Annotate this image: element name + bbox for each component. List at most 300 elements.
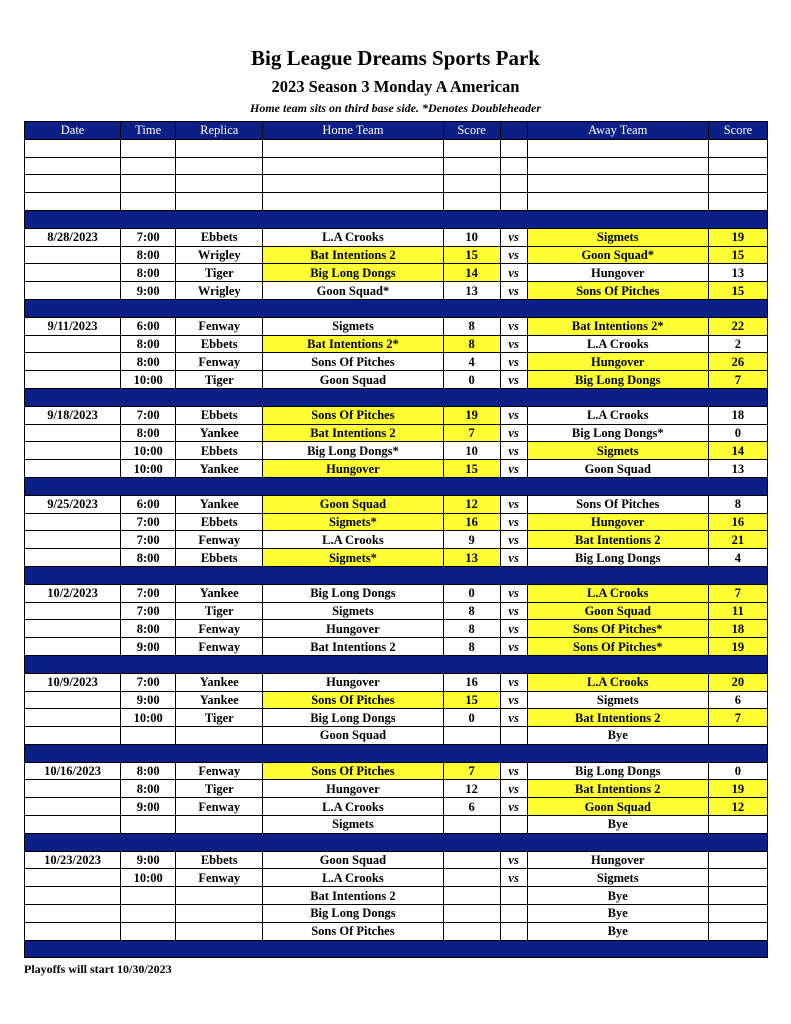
vs-cell: vs: [500, 780, 527, 798]
game-row: [25, 335, 768, 353]
date-cell: [25, 709, 121, 727]
replica-cell: [176, 816, 263, 834]
vs-cell: vs: [500, 531, 527, 549]
date-cell: [25, 442, 121, 460]
date-cell: [25, 424, 121, 442]
blank-cell: [263, 175, 443, 193]
game-row: [25, 816, 768, 834]
away-score-cell: 18: [708, 620, 767, 638]
time-cell: 6:00: [121, 317, 176, 335]
time-cell: 7:00: [121, 228, 176, 246]
schedule-body: [25, 139, 768, 958]
home-team-cell: Bat Intentions 2: [263, 887, 443, 905]
away-score-cell: [708, 816, 767, 834]
home-team-cell: Hungover: [263, 673, 443, 691]
home-team-cell: L.A Crooks: [263, 228, 443, 246]
vs-cell: [500, 887, 527, 905]
home-score-cell: 8: [443, 317, 500, 335]
date-cell: [25, 602, 121, 620]
blank-cell: [263, 193, 443, 211]
game-row: [25, 922, 768, 940]
blank-cell: [263, 157, 443, 175]
away-score-cell: 12: [708, 798, 767, 816]
time-cell: 7:00: [121, 406, 176, 424]
blank-cell: [121, 193, 176, 211]
away-score-cell: 15: [708, 282, 767, 300]
blank-row: [25, 193, 768, 211]
replica-cell: Wrigley: [176, 246, 263, 264]
date-cell: [25, 922, 121, 940]
away-score-cell: 26: [708, 353, 767, 371]
vs-cell: vs: [500, 673, 527, 691]
vs-cell: vs: [500, 869, 527, 887]
vs-cell: vs: [500, 406, 527, 424]
home-score-cell: [443, 816, 500, 834]
game-row: [25, 869, 768, 887]
time-cell: 7:00: [121, 602, 176, 620]
header-row: [25, 122, 768, 140]
vs-cell: vs: [500, 513, 527, 531]
game-row: [25, 620, 768, 638]
replica-cell: Ebbets: [176, 851, 263, 869]
game-row: [25, 495, 768, 513]
away-team-cell: Goon Squad: [527, 602, 708, 620]
replica-cell: [176, 887, 263, 905]
blank-row: [25, 175, 768, 193]
time-cell: 10:00: [121, 460, 176, 478]
replica-cell: Ebbets: [176, 406, 263, 424]
replica-cell: [176, 905, 263, 923]
vs-cell: vs: [500, 442, 527, 460]
blank-cell: [121, 139, 176, 157]
home-score-cell: [443, 905, 500, 923]
replica-cell: Tiger: [176, 780, 263, 798]
time-cell: 7:00: [121, 673, 176, 691]
home-team-cell: Sons Of Pitches: [263, 691, 443, 709]
home-team-cell: Big Long Dongs: [263, 264, 443, 282]
game-row: [25, 549, 768, 567]
date-cell: [25, 549, 121, 567]
home-score-cell: 10: [443, 442, 500, 460]
blank-cell: [443, 175, 500, 193]
away-score-cell: 0: [708, 762, 767, 780]
away-team-cell: Hungover: [527, 513, 708, 531]
header-home-team: Home Team: [263, 122, 443, 140]
time-cell: 8:00: [121, 549, 176, 567]
game-row: [25, 353, 768, 371]
blank-cell: [25, 157, 121, 175]
header-date: Date: [25, 122, 121, 140]
blank-cell: [500, 193, 527, 211]
replica-cell: Fenway: [176, 638, 263, 656]
time-cell: 8:00: [121, 264, 176, 282]
away-score-cell: 14: [708, 442, 767, 460]
away-score-cell: 8: [708, 495, 767, 513]
away-team-cell: Big Long Dongs: [527, 762, 708, 780]
blank-row: [25, 139, 768, 157]
replica-cell: Ebbets: [176, 549, 263, 567]
home-score-cell: 7: [443, 424, 500, 442]
time-cell: 10:00: [121, 442, 176, 460]
date-cell: [25, 816, 121, 834]
time-cell: 9:00: [121, 798, 176, 816]
home-score-cell: 6: [443, 798, 500, 816]
time-cell: 6:00: [121, 495, 176, 513]
away-team-cell: Goon Squad: [527, 460, 708, 478]
date-cell: [25, 353, 121, 371]
vs-cell: vs: [500, 228, 527, 246]
away-score-cell: 15: [708, 246, 767, 264]
vs-cell: vs: [500, 371, 527, 389]
game-row: [25, 246, 768, 264]
away-score-cell: 2: [708, 335, 767, 353]
home-score-cell: 8: [443, 620, 500, 638]
separator-cell: [25, 566, 768, 584]
header-time: Time: [121, 122, 176, 140]
week-separator: [25, 299, 768, 317]
away-team-cell: Big Long Dongs*: [527, 424, 708, 442]
home-team-cell: Sigmets: [263, 602, 443, 620]
away-team-cell: Sons Of Pitches*: [527, 620, 708, 638]
date-cell: [25, 620, 121, 638]
date-cell: 10/9/2023: [25, 673, 121, 691]
date-cell: [25, 887, 121, 905]
home-score-cell: [443, 887, 500, 905]
date-cell: 9/18/2023: [25, 406, 121, 424]
blank-cell: [500, 175, 527, 193]
away-score-cell: 19: [708, 228, 767, 246]
date-cell: [25, 282, 121, 300]
home-score-cell: 19: [443, 406, 500, 424]
away-team-cell: Bye: [527, 727, 708, 745]
blank-cell: [527, 157, 708, 175]
date-cell: [25, 264, 121, 282]
blank-cell: [176, 175, 263, 193]
home-team-cell: L.A Crooks: [263, 531, 443, 549]
away-team-cell: Bye: [527, 816, 708, 834]
game-row: [25, 584, 768, 602]
away-score-cell: 7: [708, 709, 767, 727]
week-separator: [25, 833, 768, 851]
header-away-score: Score: [708, 122, 767, 140]
date-cell: 8/28/2023: [25, 228, 121, 246]
time-cell: 10:00: [121, 709, 176, 727]
away-team-cell: L.A Crooks: [527, 673, 708, 691]
time-cell: 7:00: [121, 513, 176, 531]
time-cell: 8:00: [121, 246, 176, 264]
time-cell: [121, 922, 176, 940]
home-score-cell: [443, 851, 500, 869]
home-team-cell: Sons Of Pitches: [263, 922, 443, 940]
separator-cell: [25, 744, 768, 762]
home-team-cell: Sigmets*: [263, 513, 443, 531]
home-score-cell: [443, 922, 500, 940]
away-score-cell: 19: [708, 638, 767, 656]
time-cell: 8:00: [121, 335, 176, 353]
home-team-cell: Goon Squad*: [263, 282, 443, 300]
vs-cell: [500, 816, 527, 834]
vs-cell: vs: [500, 762, 527, 780]
time-cell: [121, 816, 176, 834]
replica-cell: [176, 727, 263, 745]
blank-cell: [708, 139, 767, 157]
blank-cell: [708, 175, 767, 193]
away-score-cell: 20: [708, 673, 767, 691]
date-cell: [25, 869, 121, 887]
time-cell: 7:00: [121, 584, 176, 602]
home-team-cell: L.A Crooks: [263, 869, 443, 887]
replica-cell: Tiger: [176, 264, 263, 282]
blank-cell: [176, 193, 263, 211]
away-score-cell: [708, 869, 767, 887]
replica-cell: Fenway: [176, 620, 263, 638]
home-score-cell: 14: [443, 264, 500, 282]
home-team-cell: Big Long Dongs: [263, 709, 443, 727]
home-team-cell: Goon Squad: [263, 495, 443, 513]
replica-cell: Ebbets: [176, 513, 263, 531]
separator-cell: [25, 655, 768, 673]
game-row: [25, 424, 768, 442]
blank-cell: [443, 157, 500, 175]
vs-cell: vs: [500, 495, 527, 513]
away-team-cell: Hungover: [527, 353, 708, 371]
header-away-team: Away Team: [527, 122, 708, 140]
date-cell: 9/25/2023: [25, 495, 121, 513]
time-cell: 8:00: [121, 762, 176, 780]
home-score-cell: 13: [443, 282, 500, 300]
away-team-cell: L.A Crooks: [527, 584, 708, 602]
home-team-cell: Hungover: [263, 780, 443, 798]
schedule-table: [24, 121, 768, 958]
home-score-cell: 16: [443, 673, 500, 691]
home-team-cell: Sons Of Pitches: [263, 353, 443, 371]
date-cell: [25, 727, 121, 745]
away-team-cell: Bye: [527, 887, 708, 905]
home-team-cell: Bat Intentions 2: [263, 246, 443, 264]
away-score-cell: 13: [708, 460, 767, 478]
time-cell: [121, 905, 176, 923]
separator-cell: [25, 388, 768, 406]
blank-cell: [25, 175, 121, 193]
date-cell: [25, 798, 121, 816]
away-team-cell: Goon Squad*: [527, 246, 708, 264]
time-cell: 9:00: [121, 638, 176, 656]
game-row: [25, 264, 768, 282]
vs-cell: [500, 727, 527, 745]
replica-cell: Fenway: [176, 353, 263, 371]
replica-cell: Ebbets: [176, 442, 263, 460]
vs-cell: [500, 922, 527, 940]
game-row: [25, 371, 768, 389]
game-row: [25, 513, 768, 531]
time-cell: 8:00: [121, 780, 176, 798]
away-team-cell: Hungover: [527, 851, 708, 869]
blank-cell: [500, 157, 527, 175]
vs-cell: vs: [500, 317, 527, 335]
week-separator: [25, 388, 768, 406]
date-cell: [25, 460, 121, 478]
replica-cell: Ebbets: [176, 228, 263, 246]
away-team-cell: Sons Of Pitches*: [527, 638, 708, 656]
away-team-cell: Big Long Dongs: [527, 371, 708, 389]
game-row: [25, 228, 768, 246]
home-score-cell: [443, 869, 500, 887]
game-row: [25, 673, 768, 691]
replica-cell: Tiger: [176, 709, 263, 727]
date-cell: 9/11/2023: [25, 317, 121, 335]
vs-cell: vs: [500, 620, 527, 638]
replica-cell: Fenway: [176, 762, 263, 780]
away-score-cell: 11: [708, 602, 767, 620]
home-score-cell: 0: [443, 584, 500, 602]
time-cell: 9:00: [121, 851, 176, 869]
header-vs: [500, 122, 527, 140]
date-cell: [25, 780, 121, 798]
page-title: Big League Dreams Sports Park: [251, 46, 540, 70]
week-separator: [25, 477, 768, 495]
replica-cell: Tiger: [176, 371, 263, 389]
home-team-cell: Hungover: [263, 460, 443, 478]
date-cell: [25, 638, 121, 656]
week-separator: [25, 210, 768, 228]
header-replica: Replica: [176, 122, 263, 140]
blank-cell: [25, 139, 121, 157]
home-score-cell: 9: [443, 531, 500, 549]
away-score-cell: 7: [708, 371, 767, 389]
away-score-cell: 19: [708, 780, 767, 798]
vs-cell: vs: [500, 246, 527, 264]
game-row: [25, 317, 768, 335]
away-score-cell: 18: [708, 406, 767, 424]
replica-cell: Yankee: [176, 424, 263, 442]
blank-cell: [176, 157, 263, 175]
away-score-cell: 21: [708, 531, 767, 549]
home-team-cell: Sons Of Pitches: [263, 406, 443, 424]
away-team-cell: L.A Crooks: [527, 335, 708, 353]
game-row: [25, 638, 768, 656]
time-cell: 8:00: [121, 424, 176, 442]
home-score-cell: 4: [443, 353, 500, 371]
game-row: [25, 851, 768, 869]
separator-cell: [25, 477, 768, 495]
home-score-cell: 10: [443, 228, 500, 246]
replica-cell: Ebbets: [176, 335, 263, 353]
date-cell: [25, 246, 121, 264]
separator-cell: [25, 833, 768, 851]
vs-cell: vs: [500, 709, 527, 727]
blank-cell: [263, 139, 443, 157]
date-cell: [25, 905, 121, 923]
page-subtitle: 2023 Season 3 Monday A American: [271, 77, 520, 96]
home-score-cell: 15: [443, 691, 500, 709]
blank-cell: [527, 139, 708, 157]
home-score-cell: 12: [443, 495, 500, 513]
game-row: [25, 531, 768, 549]
home-score-cell: 0: [443, 371, 500, 389]
blank-cell: [500, 139, 527, 157]
home-score-cell: 8: [443, 335, 500, 353]
week-separator: [25, 655, 768, 673]
home-score-cell: 15: [443, 460, 500, 478]
vs-cell: vs: [500, 549, 527, 567]
home-score-cell: 16: [443, 513, 500, 531]
blank-cell: [25, 193, 121, 211]
game-row: [25, 798, 768, 816]
blank-cell: [121, 175, 176, 193]
replica-cell: Yankee: [176, 495, 263, 513]
away-score-cell: 7: [708, 584, 767, 602]
home-team-cell: Bat Intentions 2: [263, 424, 443, 442]
game-row: [25, 602, 768, 620]
game-row: [25, 905, 768, 923]
away-team-cell: Bye: [527, 922, 708, 940]
blank-cell: [443, 193, 500, 211]
away-score-cell: [708, 851, 767, 869]
vs-cell: vs: [500, 584, 527, 602]
date-cell: [25, 691, 121, 709]
away-score-cell: [708, 887, 767, 905]
time-cell: [121, 887, 176, 905]
replica-cell: Yankee: [176, 673, 263, 691]
home-team-cell: Sigmets: [263, 816, 443, 834]
away-team-cell: Sigmets: [527, 228, 708, 246]
home-score-cell: 8: [443, 602, 500, 620]
home-team-cell: Big Long Dongs: [263, 584, 443, 602]
game-row: [25, 762, 768, 780]
game-row: [25, 887, 768, 905]
home-score-cell: 15: [443, 246, 500, 264]
game-row: [25, 406, 768, 424]
time-cell: 9:00: [121, 691, 176, 709]
home-team-cell: Goon Squad: [263, 851, 443, 869]
blank-cell: [708, 193, 767, 211]
vs-cell: vs: [500, 424, 527, 442]
vs-cell: vs: [500, 691, 527, 709]
blank-cell: [443, 139, 500, 157]
away-score-cell: [708, 727, 767, 745]
game-row: [25, 709, 768, 727]
header-home-score: Score: [443, 122, 500, 140]
date-cell: [25, 531, 121, 549]
footer-note: Playoffs will start 10/30/2023: [24, 962, 172, 976]
time-cell: 10:00: [121, 371, 176, 389]
time-cell: [121, 727, 176, 745]
replica-cell: Yankee: [176, 584, 263, 602]
away-score-cell: 22: [708, 317, 767, 335]
date-cell: 10/23/2023: [25, 851, 121, 869]
vs-cell: vs: [500, 851, 527, 869]
vs-cell: vs: [500, 602, 527, 620]
home-score-cell: [443, 727, 500, 745]
time-cell: 8:00: [121, 353, 176, 371]
vs-cell: vs: [500, 353, 527, 371]
away-team-cell: Bat Intentions 2: [527, 531, 708, 549]
away-team-cell: Bye: [527, 905, 708, 923]
replica-cell: Yankee: [176, 691, 263, 709]
date-cell: 10/16/2023: [25, 762, 121, 780]
away-score-cell: [708, 922, 767, 940]
vs-cell: [500, 905, 527, 923]
vs-cell: vs: [500, 282, 527, 300]
home-team-cell: L.A Crooks: [263, 798, 443, 816]
away-score-cell: 0: [708, 424, 767, 442]
home-team-cell: Big Long Dongs*: [263, 442, 443, 460]
away-team-cell: Hungover: [527, 264, 708, 282]
time-cell: 9:00: [121, 282, 176, 300]
game-row: [25, 460, 768, 478]
separator-cell: [25, 210, 768, 228]
week-separator: [25, 940, 768, 958]
